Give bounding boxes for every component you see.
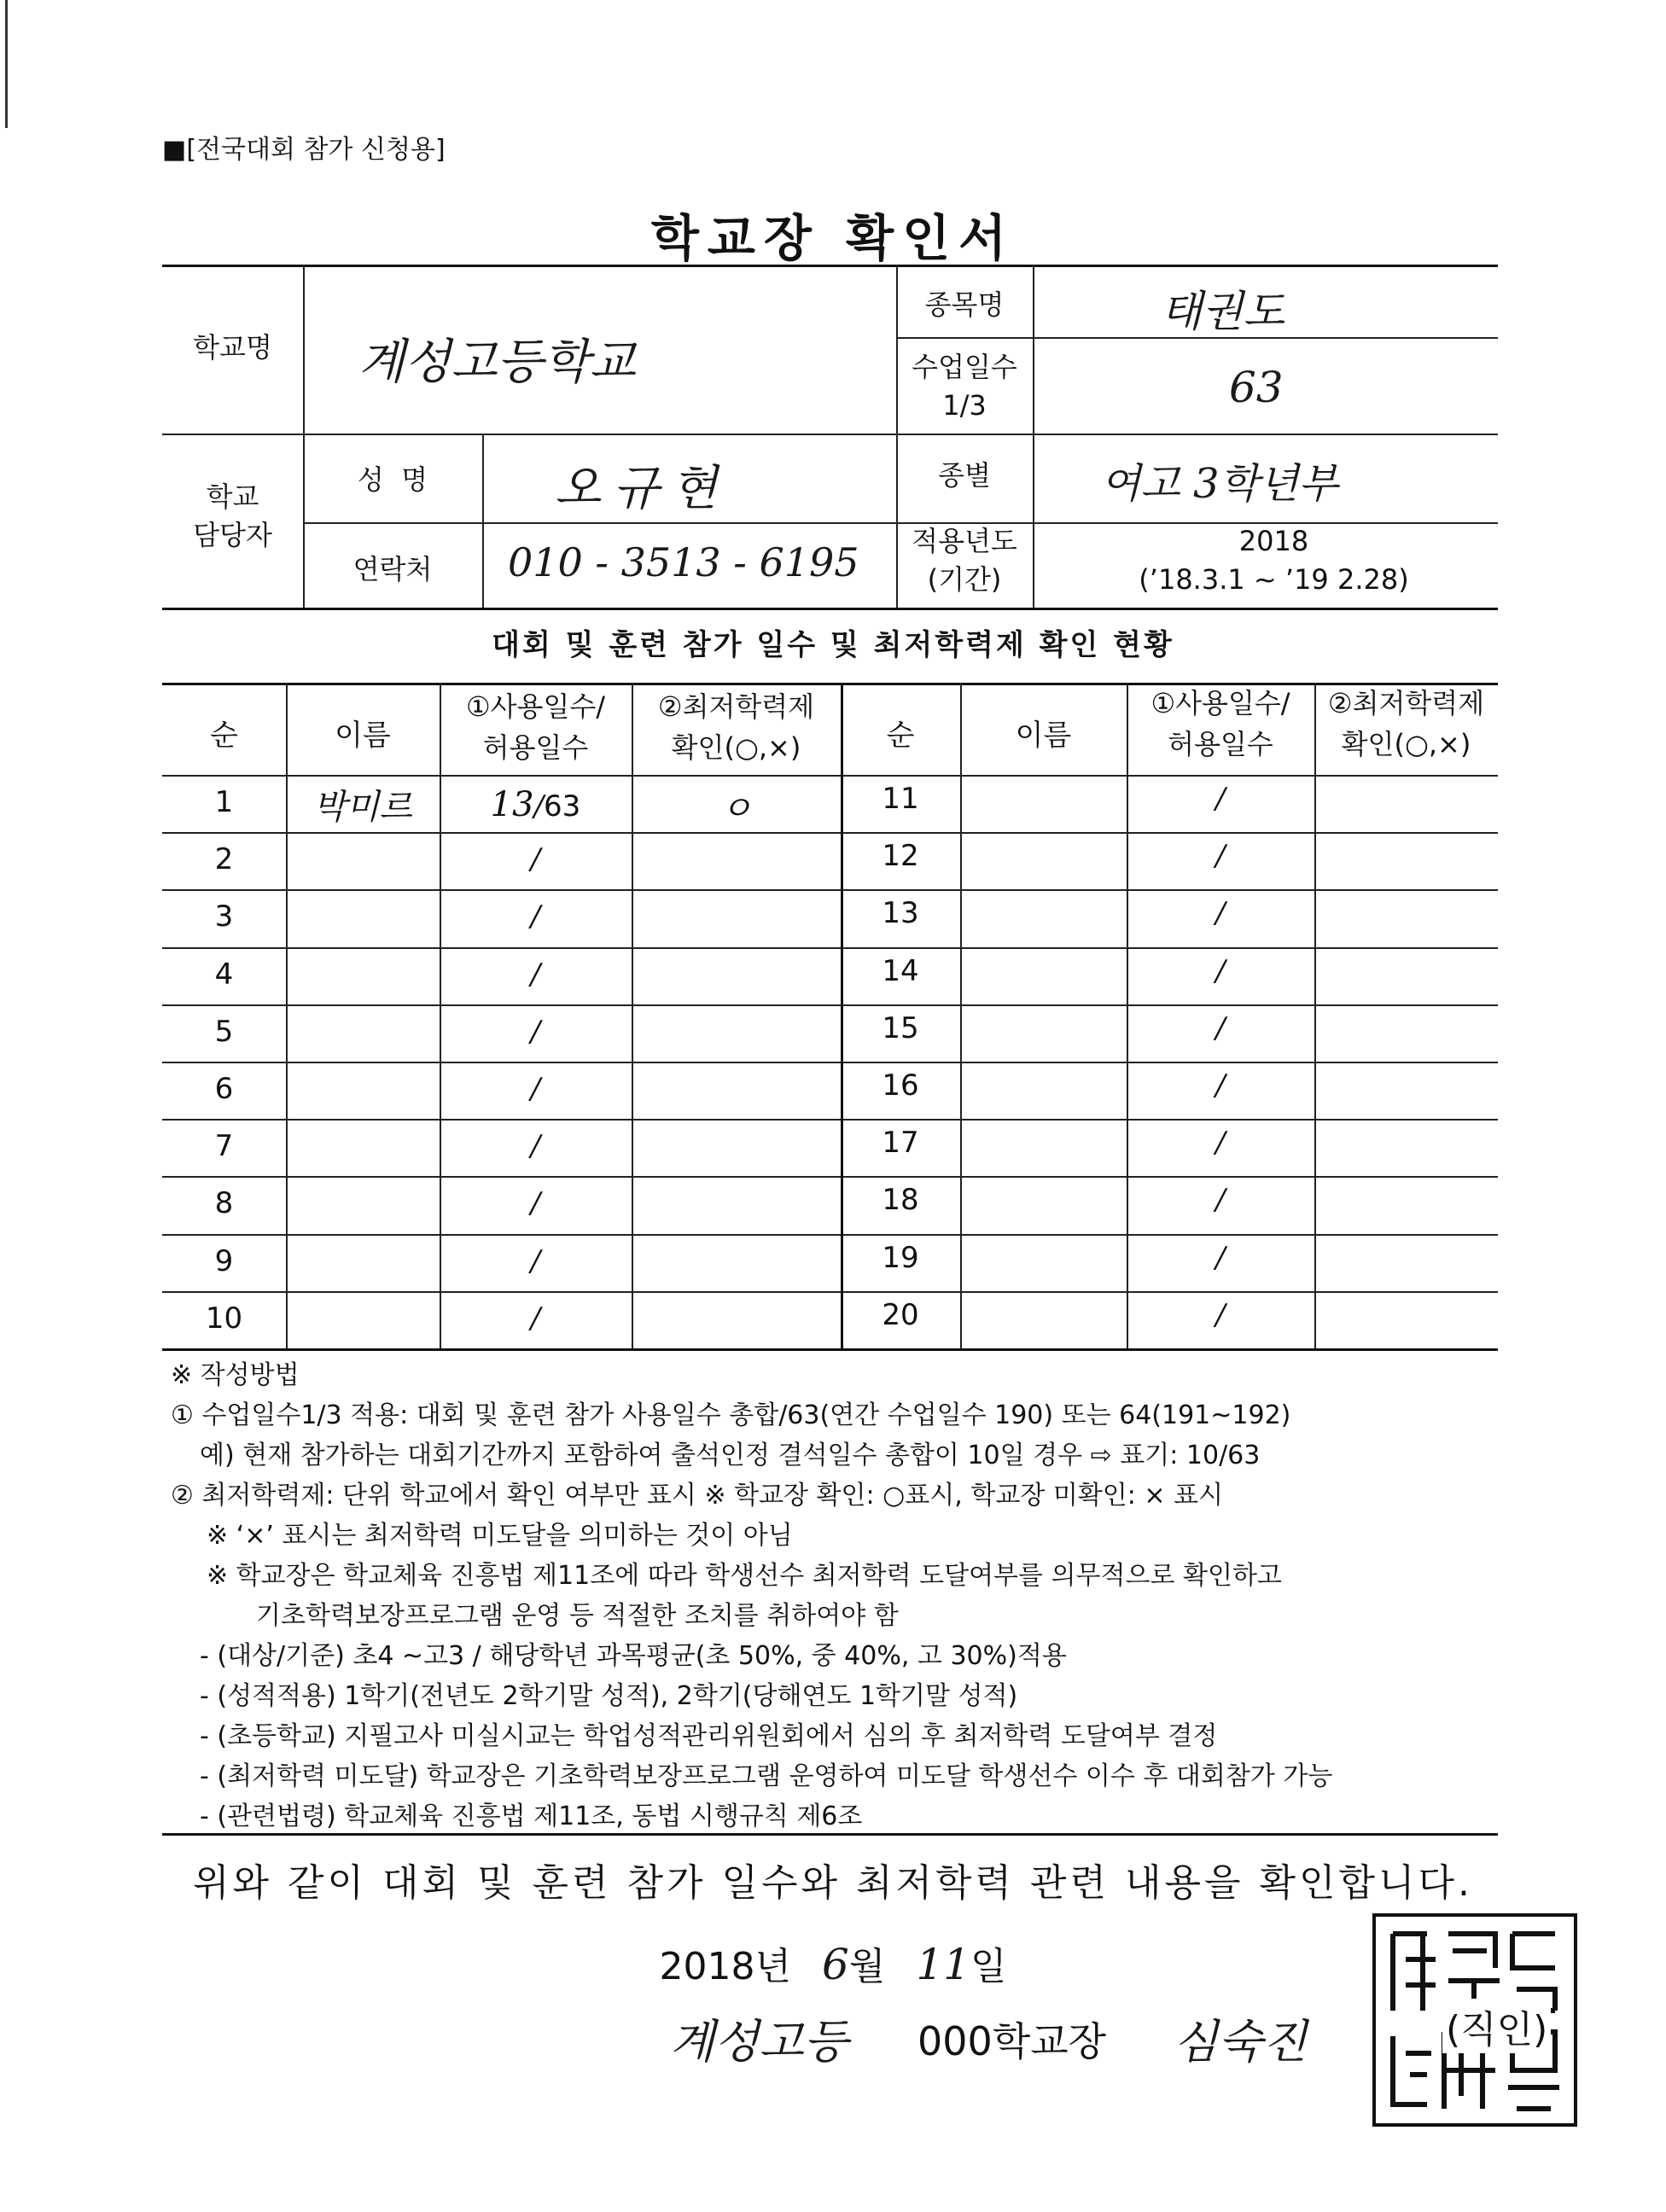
col-used-header-line2: 허용일수 [1168,728,1273,760]
date-day-value: 11 [916,1940,970,1989]
table-row-used-days [440,842,632,876]
gender-value: 여고 3학년부 [1101,460,1338,508]
used-days-slash: / [533,789,545,824]
gender-label: 종별 [938,459,991,492]
used-days-value: 13 [490,785,534,824]
used-days-slash: / [530,1301,541,1336]
signature-name: 심숙진 [1174,2015,1308,2069]
note-line: 기초학력보장프로그램 운영 등 적절한 조치를 취하여야 함 [256,1601,899,1631]
note-line: - (성적적용) 1학기(전년도 2학기말 성적), 2학기(당해연도 1학기말 성적) [200,1681,1018,1711]
table-row-used-days: / [1215,1241,1226,1275]
class-days-label [896,348,1033,425]
table-row-no: 15 [882,1011,919,1045]
contact-value: 010 - 3513 - 6195 [508,539,859,585]
name-label: 성 명 [357,463,428,496]
table-row-used-days: / [1215,1011,1226,1045]
col-min-header-line2: 확인(○,×) [1341,728,1471,760]
manager-label-line2: 담당자 [193,518,272,551]
col-no-header-left: 순 [210,719,238,753]
event-label: 종목명 [924,288,1005,321]
note-line: - (최저학력 미도달) 학교장은 기초학력보장프로그램 운영하여 미도달 학생선수 이수 후 대회참가 가능 [200,1761,1333,1791]
row-divider [162,1291,1498,1293]
table-row-used-days: / [1215,1183,1226,1217]
col-min-header-left [632,686,841,768]
table-row-used-days [440,899,632,934]
table-row-no: 11 [882,782,919,816]
table-row-no: 8 [214,1186,234,1220]
manager-label-line1: 학교 [206,480,259,513]
scan-edge-mark [5,0,8,128]
row-divider [162,947,1498,949]
table-row-no: 2 [214,842,234,876]
note-line: ※ ‘×’ 표시는 최저학력 미도달을 의미하는 것이 아님 [207,1521,793,1551]
used-days-slash: / [530,1129,541,1163]
class-days-value: 63 [1229,363,1284,412]
contact-label: 연락처 [352,553,433,585]
note-line: - (관련법령) 학교체육 진흥법 제11조, 동법 시행규칙 제6조 [200,1802,863,1831]
year-label-line2: (기간) [927,562,1002,596]
event-value: 태권도 [1161,287,1284,336]
year-value [1050,522,1498,599]
class-days-label-line1: 수업일수 [912,351,1017,383]
col-no-header-right: 순 [886,719,915,753]
col-used-header-left [440,686,632,768]
table-row-used-days: / [1215,954,1226,988]
table-row-used-days: / [1215,1298,1226,1332]
signature-title: 000학교장 [917,2018,1107,2064]
table-row-used-days [440,1244,632,1278]
instructions-notes [171,1355,1579,1837]
row-divider [162,889,1498,891]
allowed-days-value: 63 [544,789,581,824]
section-title: 대회 및 훈련 참가 일수 및 최저학력제 확인 현황 [492,628,1174,662]
used-days-slash: / [530,958,541,992]
note-line: ※ 학교장은 학교체육 진흥법 제11조에 따라 학생선수 최저학력 도달여부를 의무적으로 확인하고 [207,1561,1282,1591]
note-line: ① 수업일수1/3 적용: 대회 및 훈련 참가 사용일수 총합/63(연간 수업일수 190) 또는 64(191~192) [171,1400,1291,1430]
table-row-used-days: / [1215,1068,1226,1103]
year-value-line1: 2018 [1238,525,1309,557]
note-line: - (대상/기준) 초4 ~고3 / 해당학년 과목평균(초 50%, 중 40%, 고 30%)적용 [200,1641,1067,1671]
note-line: ② 최저학력제: 단위 학교에서 확인 여부만 표시 ※ 학교장 확인: ○표시, 학교장 미확인: × 표시 [171,1481,1224,1511]
table-row-used-days [440,785,632,824]
col-min-header-line1: ②최저학력제 [657,690,815,723]
used-days-slash: / [530,1072,541,1106]
table-row-used-days [440,1186,632,1220]
school-name-label: 학교명 [193,331,272,364]
date-day-unit: 일 [970,1945,1007,1988]
table-row-no: 18 [882,1183,919,1217]
signature-school: 계성고등 [670,2015,848,2069]
school-name-value: 계성고등학교 [358,335,636,390]
table-row-no: 9 [214,1244,234,1278]
confirmation-text: 위와 같이 대회 및 훈련 참가 일수와 최저학력 관련 내용을 확인합니다. [193,1861,1473,1905]
year-label [896,522,1033,599]
form-category: ■[전국대회 참가 신청용] [162,135,446,165]
row-divider [162,832,1498,834]
year-label-line1: 적용년도 [912,525,1017,557]
page-title: 학교장 확인서 [650,209,1016,267]
used-days-slash: / [530,1186,541,1220]
table-row-used-days [440,1301,632,1336]
col-used-header-right [1127,683,1314,765]
col-name-header-right: 이름 [1015,719,1072,753]
note-line: - (초등학교) 지필고사 미실시교는 학업성적관리위원회에서 심의 후 최저학력 도달여부 결정 [200,1721,1218,1751]
row-divider [162,1062,1498,1063]
seal-label: (직인) [1442,1999,1551,2053]
table-row-no: 17 [882,1126,919,1160]
table-row-used-days [440,1072,632,1106]
row-divider [162,1119,1498,1121]
table-row-no: 1 [214,785,234,819]
table-row-no: 6 [214,1072,234,1106]
used-days-slash: / [530,899,541,934]
table-row-no: 5 [214,1015,234,1049]
table-row-used-days: / [1215,1126,1226,1160]
table-row-no: 10 [205,1301,243,1336]
table-row-min-check: ㅇ [719,789,753,829]
col-min-header-line1: ②최저학력제 [1327,687,1485,719]
table-row-used-days: / [1215,839,1226,873]
used-days-slash: / [530,842,541,876]
col-used-header-line2: 허용일수 [482,731,589,764]
col-used-header-line1: ①사용일수/ [1150,687,1290,719]
table-row-used-days: / [1215,782,1226,816]
table-row-no: 7 [214,1129,234,1163]
manager-label [162,478,303,555]
date-month-value: 6 [822,1940,849,1989]
table-row-no: 14 [882,954,919,988]
table-row-used-days [440,958,632,992]
official-seal-stamp [1372,1913,1577,2127]
table-row-used-days [440,1129,632,1163]
table-row-no: 12 [882,839,919,873]
table-row-used-days [440,1015,632,1049]
used-days-slash: / [530,1015,541,1049]
date-month-unit: 월 [848,1945,886,1988]
col-used-header-line1: ①사용일수/ [465,690,606,723]
date-year: 2018년 [659,1945,791,1988]
table-row-name: 박미르 [313,788,412,827]
col-min-header-right [1314,683,1498,765]
table-row-no: 19 [882,1241,919,1275]
row-divider [162,1234,1498,1236]
year-value-line2: (’18.3.1 ~ ’19 2.28) [1139,562,1409,596]
row-divider [162,1004,1498,1006]
table-row-no: 3 [214,899,234,934]
row-divider [162,1176,1498,1178]
table-row-no: 13 [882,896,919,930]
table-row-no: 20 [882,1298,919,1332]
table-row-no: 16 [882,1068,919,1103]
col-min-header-line2: 확인(○,×) [671,731,801,764]
note-line: 예) 현재 참가하는 대회기간까지 포함하여 출석인정 결석일수 총합이 10일 경우 ⇨ 표기: 10/63 [200,1441,1261,1470]
note-line: ※ 작성방법 [171,1360,300,1390]
table-row-no: 4 [214,958,234,992]
col-name-header-left: 이름 [335,719,391,753]
class-days-label-line2: 1/3 [942,388,987,422]
used-days-slash: / [530,1244,541,1278]
manager-name-value: 오규현 [555,461,730,516]
table-row-used-days: / [1215,896,1226,930]
